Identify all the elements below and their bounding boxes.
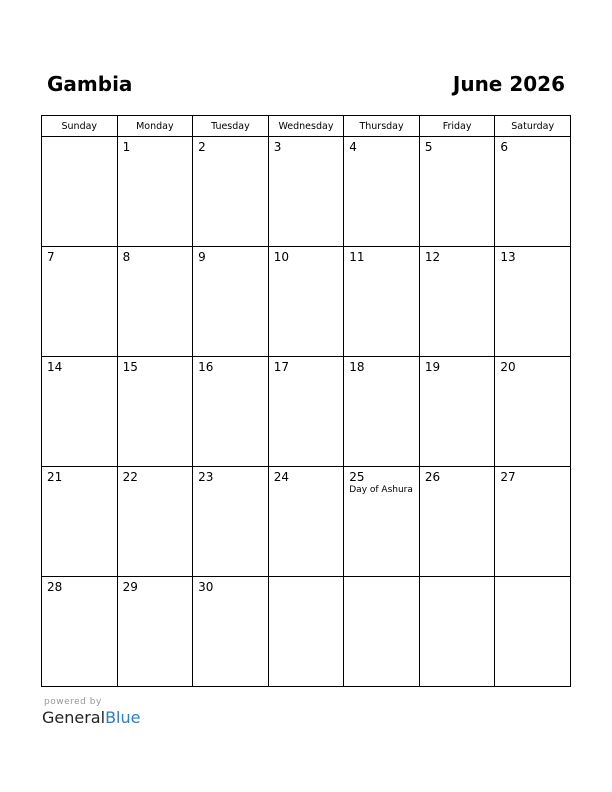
day-number: 17 <box>273 360 289 374</box>
day-cell <box>117 577 193 687</box>
day-number: 27 <box>500 470 516 484</box>
day-number: 18 <box>349 360 365 374</box>
day-number: 19 <box>424 360 441 374</box>
day-cell <box>117 357 193 467</box>
day-number: 21 <box>47 470 63 484</box>
day-number: 2 <box>198 140 206 154</box>
day-number: 30 <box>198 580 214 594</box>
day-cell <box>344 577 420 687</box>
day-number: 10 <box>273 250 289 264</box>
day-cell <box>193 247 269 357</box>
weekday-header-row <box>42 116 571 137</box>
day-number: 4 <box>349 140 357 154</box>
generalblue-logo[interactable] <box>42 708 140 727</box>
day-cell <box>419 577 495 687</box>
day-cell <box>42 247 118 357</box>
day-number <box>495 577 570 580</box>
day-cell <box>495 577 571 687</box>
day-cell <box>193 577 269 687</box>
weekday-friday: Friday <box>419 116 495 137</box>
day-cell <box>495 247 571 357</box>
day-cell <box>193 467 269 577</box>
day-number: 15 <box>122 360 138 374</box>
weekday-tuesday: Tuesday <box>193 116 269 137</box>
day-cell <box>344 357 420 467</box>
weekday-saturday: Saturday <box>495 116 571 137</box>
calendar-grid <box>41 115 571 687</box>
weekday-sunday: Sunday <box>42 116 118 137</box>
week-row <box>42 577 571 687</box>
day-number: 16 <box>198 360 214 374</box>
day-cell <box>268 247 344 357</box>
day-number: 3 <box>273 140 282 154</box>
day-number: 13 <box>500 250 516 264</box>
day-number: 6 <box>500 140 509 154</box>
day-cell <box>42 577 118 687</box>
day-cell <box>268 577 344 687</box>
week-row <box>42 247 571 357</box>
day-cell <box>42 357 118 467</box>
day-cell <box>268 357 344 467</box>
day-cell <box>495 137 571 247</box>
day-number <box>344 577 419 580</box>
day-number: 1 <box>122 140 131 154</box>
day-number: 14 <box>47 360 63 374</box>
day-number: 11 <box>349 250 365 264</box>
day-number: 9 <box>198 250 206 264</box>
day-cell <box>419 467 495 577</box>
day-number: 5 <box>424 140 433 154</box>
day-cell <box>117 137 193 247</box>
day-number <box>42 137 117 140</box>
week-row <box>42 137 571 247</box>
day-cell <box>268 467 344 577</box>
day-cell <box>419 137 495 247</box>
calendar-country-title: Gambia <box>47 72 133 96</box>
day-cell <box>193 357 269 467</box>
day-number: 12 <box>424 250 441 264</box>
day-cell <box>268 137 344 247</box>
day-number: 29 <box>122 580 138 594</box>
day-number: 7 <box>47 250 55 264</box>
day-cell <box>419 247 495 357</box>
day-cell <box>495 467 571 577</box>
day-cell <box>117 467 193 577</box>
day-number: 25 <box>349 470 365 484</box>
day-number <box>420 577 495 580</box>
day-cell <box>419 357 495 467</box>
week-row <box>42 357 571 467</box>
day-cell <box>42 137 118 247</box>
day-number: 26 <box>424 470 441 484</box>
day-cell <box>344 137 420 247</box>
powered-by-label: powered by <box>44 697 102 707</box>
day-cell <box>344 247 420 357</box>
day-cell <box>117 247 193 357</box>
day-number: 20 <box>500 360 516 374</box>
day-cell <box>495 357 571 467</box>
day-number: 23 <box>198 470 214 484</box>
weekday-thursday: Thursday <box>344 116 420 137</box>
brand-text-general: General <box>42 708 106 727</box>
calendar-month-title: June 2026 <box>452 72 565 96</box>
week-row <box>42 467 571 577</box>
weekday-monday: Monday <box>117 116 193 137</box>
holiday-label: Day of Ashura <box>349 485 413 495</box>
day-cell <box>344 467 420 577</box>
day-number: 8 <box>122 250 131 264</box>
day-number: 22 <box>122 470 138 484</box>
day-cell <box>193 137 269 247</box>
day-number: 24 <box>273 470 289 484</box>
weekday-wednesday: Wednesday <box>268 116 344 137</box>
day-cell <box>42 467 118 577</box>
day-number <box>269 577 344 580</box>
brand-text-blue: Blue <box>105 708 141 727</box>
day-number: 28 <box>47 580 63 594</box>
